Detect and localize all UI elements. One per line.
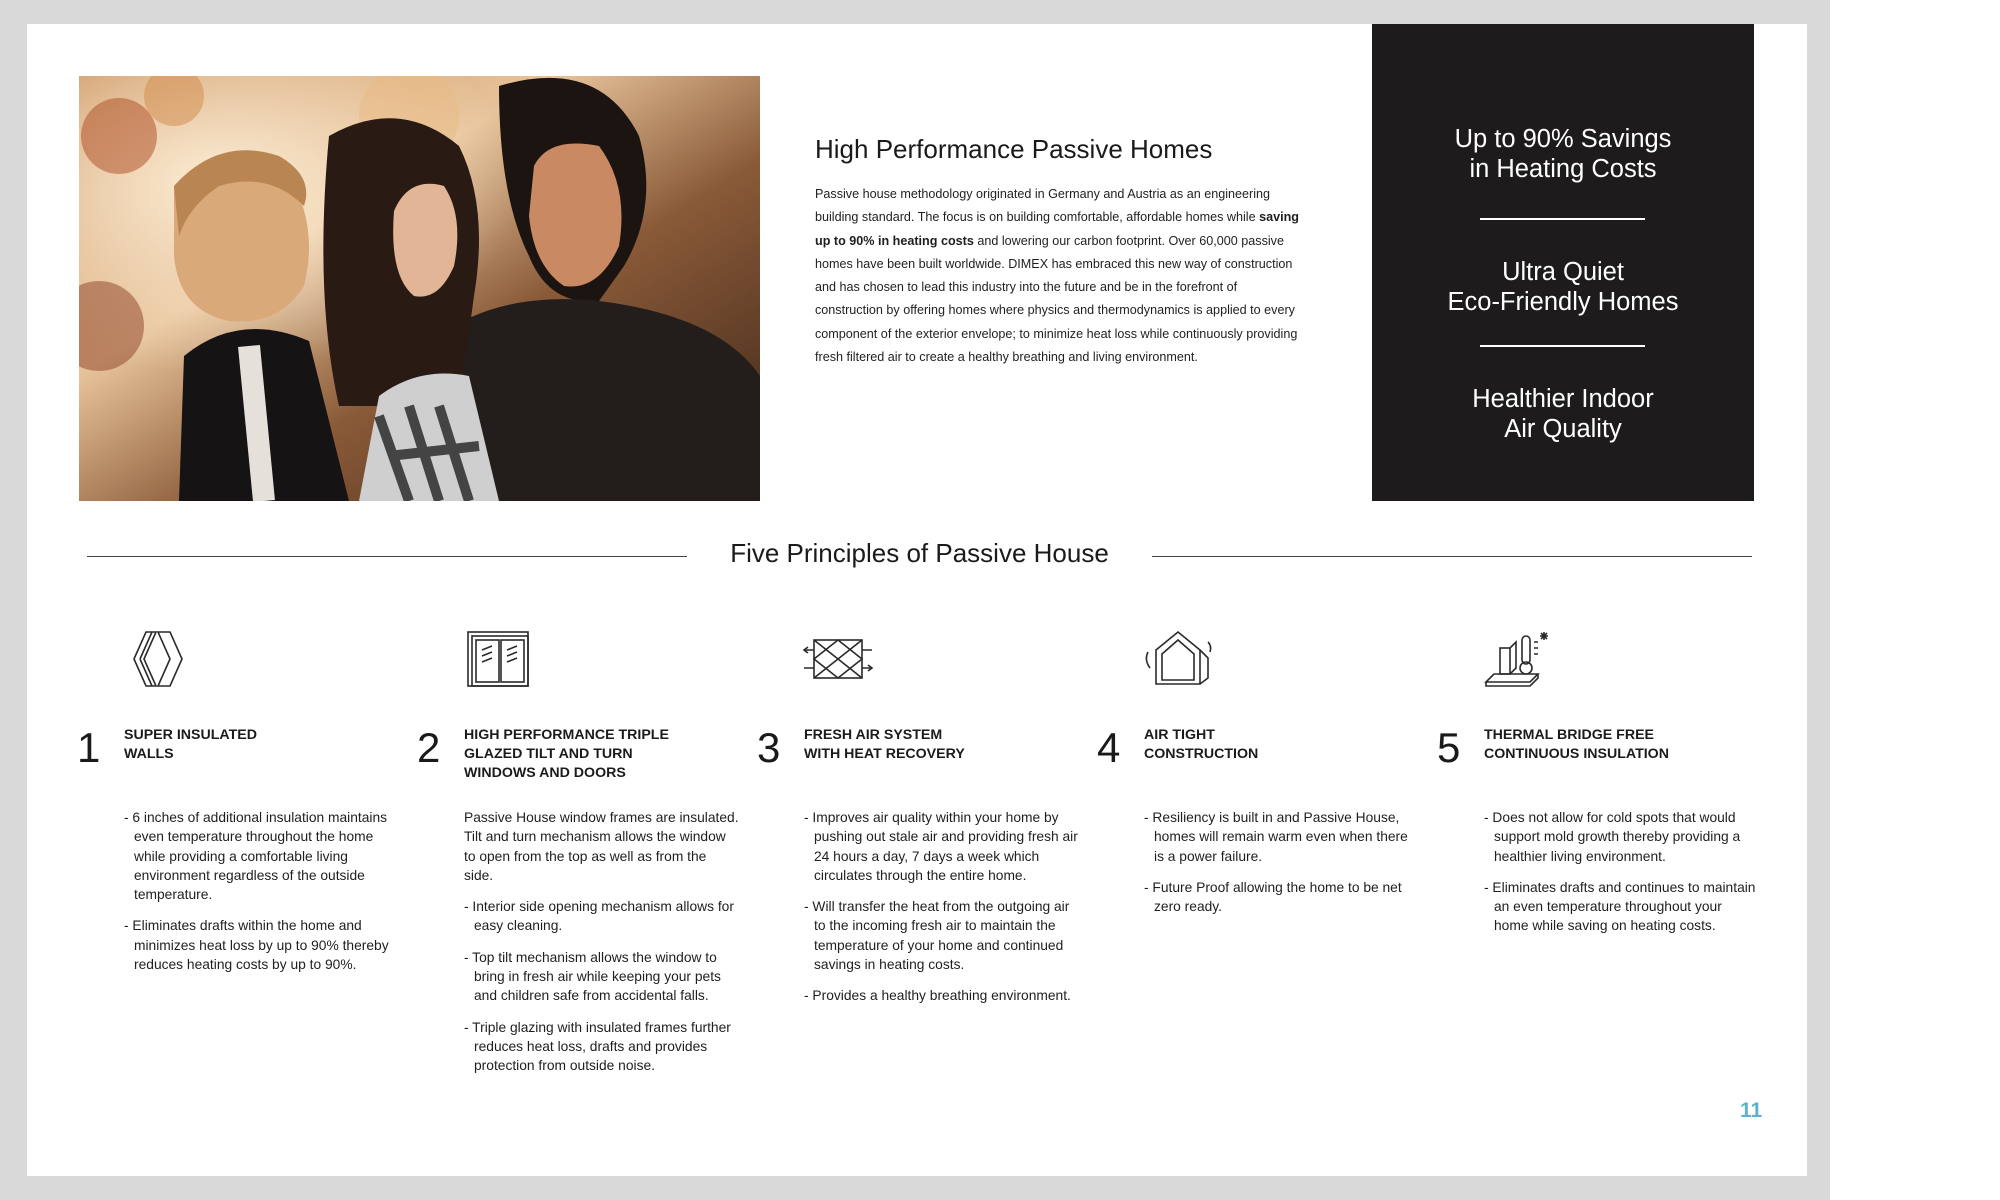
triple-glazed-window-icon: [462, 628, 534, 690]
intro-block: [815, 134, 1305, 369]
brochure-page: [27, 24, 1807, 1176]
intro-paragraph: Passive house methodology originated in Germany and Austria as an engineering building standard. The focus is on building comfortable, affordable homes while saving up to 90% in heating costs and lowering our carbon footprint. Over 60,000 passive homes have been built worldwide. DIMEX has embraced this new way of construction and has chosen to lead this industry into the future and be in the forefront of construction by offering homes where physics and thermodynamics is applied to every component of the exterior envelope; to minimize heat loss while continuously providing fresh filtered air to create a healthy breathing and living environment.: [815, 187, 1299, 365]
principle-bullet: - Improves air quality within your home by pushing out stale air and providing fresh air 24 hours a day, 7 days a week which circulates through the entire home.: [804, 810, 1078, 883]
intro-highlight: saving up to 90% in heating costs: [815, 210, 1299, 248]
benefit-air-quality: Healthier Indoor Air Quality: [1472, 385, 1654, 443]
principle-heading: SUPER INSULATED WALLS: [124, 727, 257, 762]
principle-bullet: - Eliminates drafts within the home and minimizes heat loss by up to 90% thereby reduces heating costs by up to 90%.: [124, 918, 389, 973]
section-rule-left: [87, 556, 687, 557]
section-rule-right: [1152, 556, 1752, 557]
principle-body: [124, 808, 399, 986]
principle-bullet: - Will transfer the heat from the outgoing air to the incoming fresh air to maintain the temperature of your home and continued savings in heating costs.: [804, 899, 1070, 973]
principle-body: [1484, 808, 1759, 948]
benefit-heating-savings: Up to 90% Savings in Heating Costs: [1454, 125, 1672, 183]
section-header: [87, 536, 1752, 576]
principle-bullet: - Triple glazing with insulated frames further reduces heat loss, drafts and provides protection from outside noise.: [464, 1019, 731, 1074]
benefit-divider: [1480, 218, 1645, 220]
benefit-divider: [1480, 345, 1645, 347]
principle-body: [464, 808, 739, 1088]
principle-heading: THERMAL BRIDGE FREE CONTINUOUS INSULATION: [1484, 727, 1669, 762]
principle-number: 3: [757, 724, 781, 771]
principle-bullet: - Provides a healthy breathing environment.: [804, 988, 1071, 1004]
principle-bullet: - Top tilt mechanism allows the window to bring in fresh air while keeping your pets and children safe from accidental falls.: [464, 949, 721, 1004]
principle-intro: Passive House window frames are insulated. Tilt and turn mechanism allows the window to open from the top as well as from the side.: [464, 810, 739, 883]
airtight-house-icon: [1142, 628, 1214, 690]
benefit-quiet-homes: Ultra Quiet Eco-Friendly Homes: [1447, 258, 1679, 316]
principle-body: [804, 808, 1079, 1018]
principle-body: [1144, 808, 1419, 928]
heat-recovery-ventilation-icon: [802, 628, 874, 690]
page-number: 11: [1740, 1099, 1763, 1122]
family-photo: [79, 76, 760, 501]
section-title: Five Principles of Passive House: [730, 538, 1109, 568]
principle-bullet: - Future Proof allowing the home to be net zero ready.: [1144, 879, 1402, 915]
insulated-walls-icon: [122, 628, 194, 690]
principle-number: 1: [77, 724, 101, 771]
principle-heading: AIR TIGHT CONSTRUCTION: [1144, 727, 1259, 762]
principle-bullet: - Does not allow for cold spots that would support mold growth thereby providing a healthier living environment.: [1484, 810, 1741, 864]
intro-title: High Performance Passive Homes: [815, 134, 1213, 164]
benefits-panel: [1372, 24, 1754, 501]
principle-number: 2: [417, 724, 441, 771]
principle-heading: HIGH PERFORMANCE TRIPLE GLAZED TILT AND TURN WINDOWS AND DOORS: [464, 727, 669, 781]
principle-bullet: - Interior side opening mechanism allows for easy cleaning.: [464, 899, 734, 934]
principle-heading: FRESH AIR SYSTEM WITH HEAT RECOVERY: [804, 727, 965, 762]
principle-bullet: - Eliminates drafts and continues to maintain an even temperature throughout your home while saving on heating costs.: [1484, 879, 1756, 934]
principle-bullet: - Resiliency is built in and Passive House, homes will remain warm even when there is a power failure.: [1144, 810, 1408, 864]
principle-bullet: - 6 inches of additional insulation maintains even temperature throughout the home while providing a comfortable living environment regardless of the outside temperature.: [124, 810, 388, 903]
principle-number: 4: [1097, 724, 1121, 771]
principle-number: 5: [1437, 724, 1461, 771]
thermal-bridge-icon: [1482, 628, 1554, 690]
